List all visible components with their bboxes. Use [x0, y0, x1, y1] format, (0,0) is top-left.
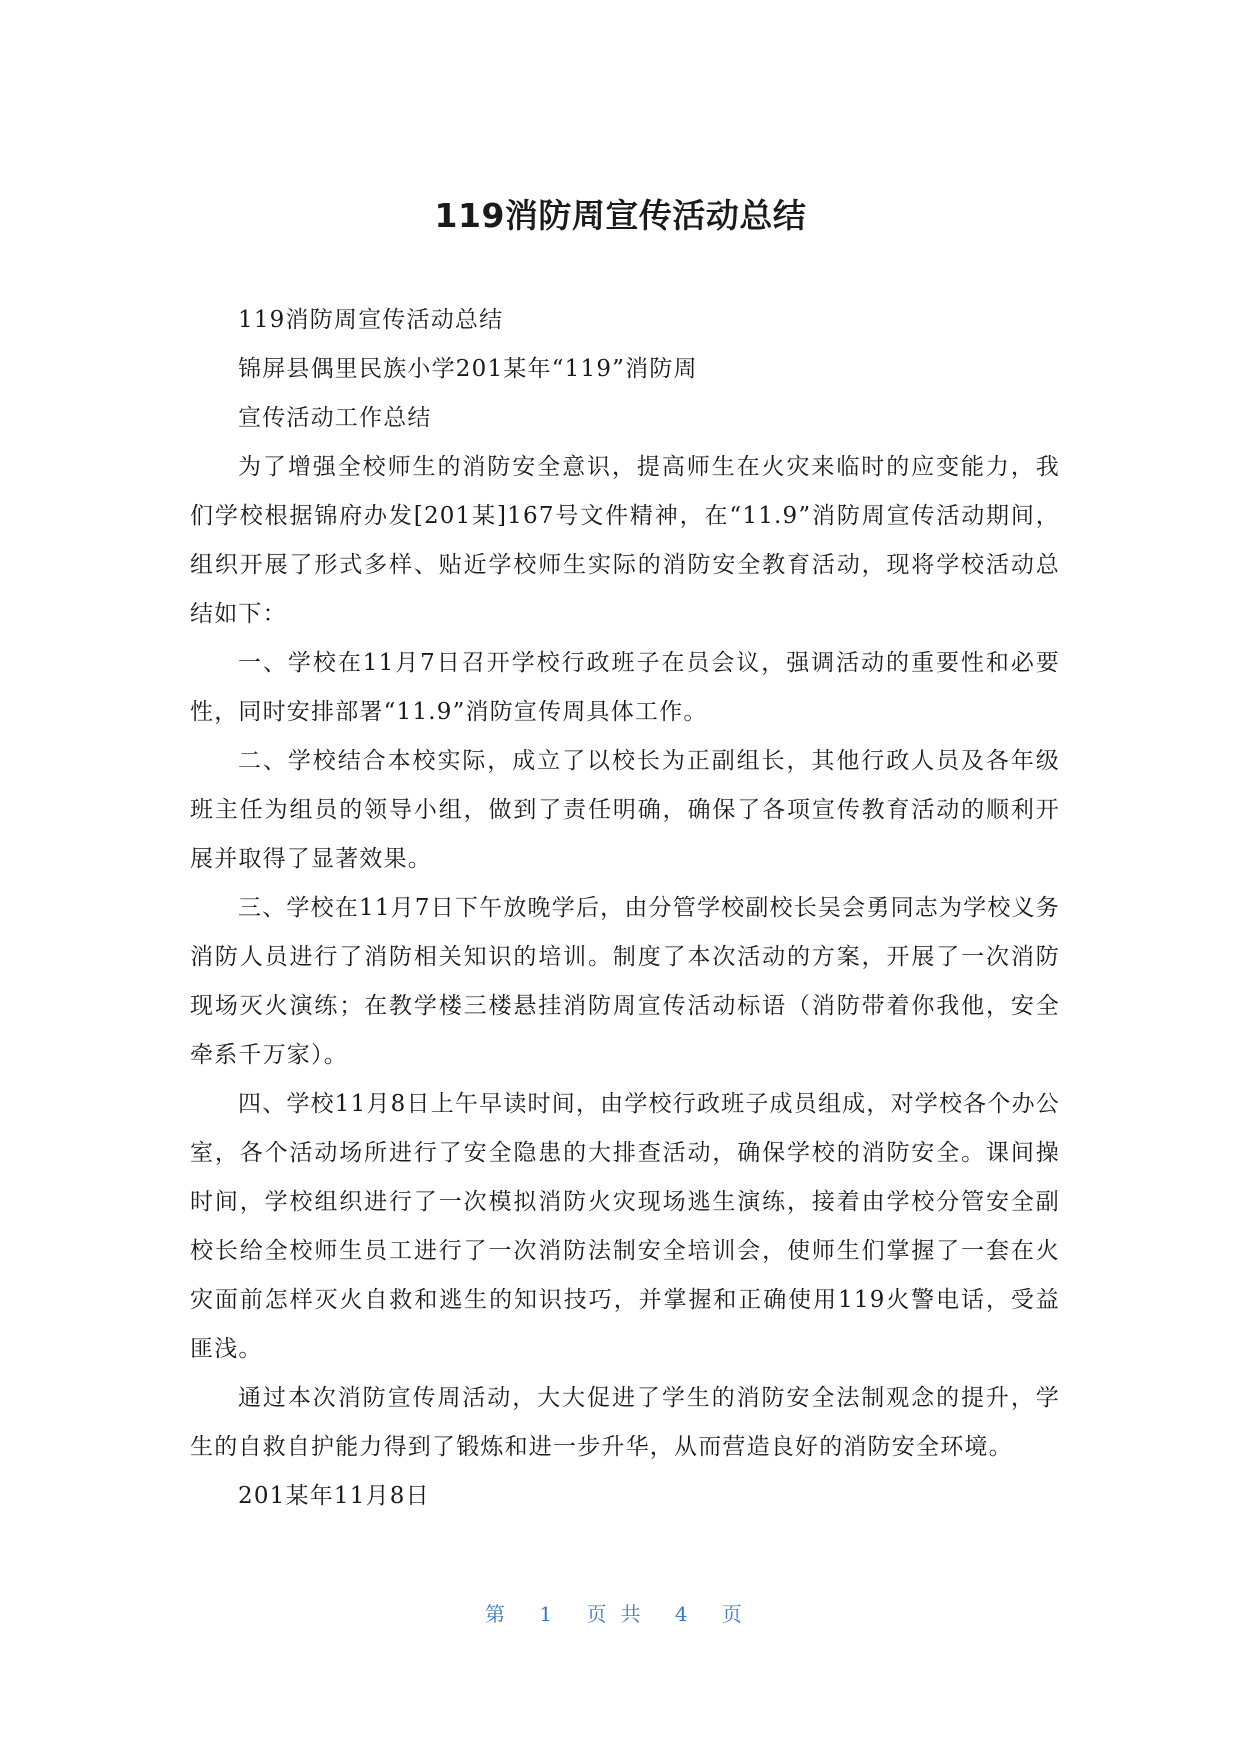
paragraph: 锦屏县偶里民族小学201某年“119”消防周	[238, 356, 698, 382]
paragraph: 三、学校在11月7日下午放晚学后，由分管学校副校长吴会勇同志为学校义务消防人员进行了消防相关知识的培训。制度了本次活动的方案，开展了一次消防现场灭火演练；在教学楼三楼悬挂消防周宣传活动标语（消防带着你我他，安全牵系千万家）。	[190, 895, 1060, 1068]
paragraph: 一、学校在11月7日召开学校行政班子在员会议，强调活动的重要性和必要性，同时安排部署“11.9”消防宣传周具体工作。	[190, 650, 1060, 725]
page-number-footer: 第 1 页共 4 页	[485, 1602, 756, 1626]
document-body	[190, 296, 1060, 1521]
paragraph: 为了增强全校师生的消防安全意识，提高师生在火灾来临时的应变能力，我们学校根据锦府办发[201某]167号文件精神，在“11.9”消防周宣传活动期间，组织开展了形式多样、贴近学校师生实际的消防安全教育活动，现将学校活动总结如下：	[190, 454, 1060, 627]
paragraph: 宣传活动工作总结	[238, 405, 432, 431]
document-title: 119消防周宣传活动总结	[434, 196, 807, 235]
paragraph: 119消防周宣传活动总结	[238, 307, 504, 333]
paragraph: 四、学校11月8日上午早读时间，由学校行政班子成员组成，对学校各个办公室，各个活动场所进行了安全隐患的大排查活动，确保学校的消防安全。课间操时间，学校组织进行了一次模拟消防火灾现场逃生演练，接着由学校分管安全副校长给全校师生员工进行了一次消防法制安全培训会，使师生们掌握了一套在火灾面前怎样灭火自救和逃生的知识技巧，并掌握和正确使用119火警电话，受益匪浅。	[190, 1091, 1060, 1362]
date-line: 201某年11月8日	[238, 1483, 430, 1509]
paragraph: 通过本次消防宣传周活动，大大促进了学生的消防安全法制观念的提升，学生的自救自护能力得到了锻炼和进一步升华，从而营造良好的消防安全环境。	[190, 1385, 1060, 1460]
paragraph: 二、学校结合本校实际，成立了以校长为正副组长，其他行政人员及各年级班主任为组员的领导小组，做到了责任明确，确保了各项宣传教育活动的顺利开展并取得了显著效果。	[190, 748, 1060, 872]
